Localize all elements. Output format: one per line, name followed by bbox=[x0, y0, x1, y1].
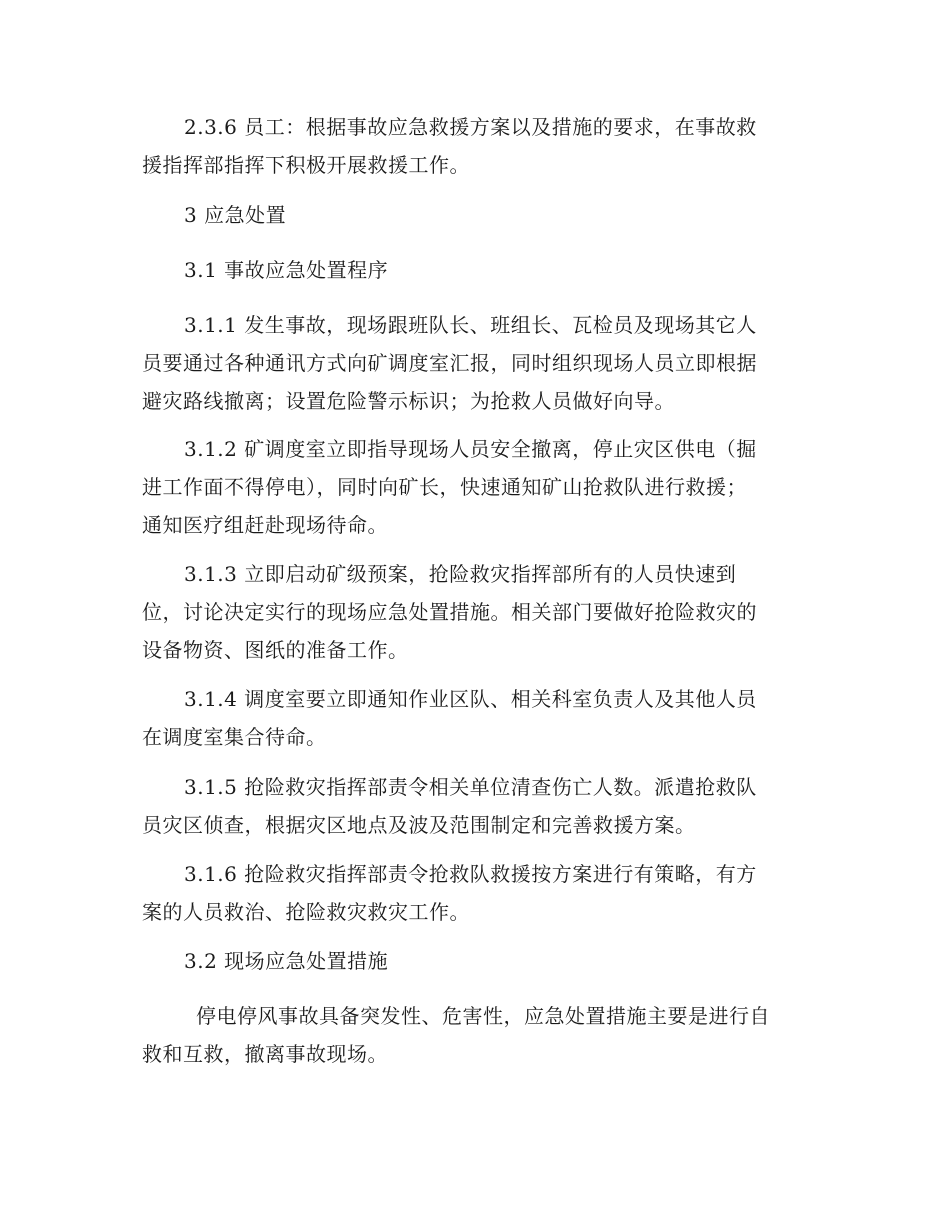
paragraph-line: 停电停风事故具备突发性、危害性，应急处置措施主要是进行自 bbox=[196, 1004, 770, 1028]
paragraph-line: 设备物资、图纸的准备工作。 bbox=[142, 638, 409, 662]
heading-line: 3 应急处置 bbox=[184, 203, 287, 227]
paragraph-line: 案的人员救治、抢险救灾救灾工作。 bbox=[142, 900, 470, 924]
paragraph-line: 在调度室集合待命。 bbox=[142, 725, 327, 749]
paragraph-2-3-6 bbox=[142, 108, 802, 184]
paragraph-3-1-1 bbox=[142, 306, 802, 420]
paragraph-line: 2.3.6 员工：根据事故应急救援方案以及措施的要求，在事故救 bbox=[184, 115, 757, 139]
paragraph-line: 员要通过各种通讯方式向矿调度室汇报，同时组织现场人员立即根据 bbox=[142, 351, 757, 375]
paragraph-line: 3.1.3 立即启动矿级预案，抢险救灾指挥部所有的人员快速到 bbox=[184, 562, 737, 586]
paragraph-3-1-2 bbox=[142, 430, 802, 544]
paragraph-line: 避灾路线撤离；设置危险警示标识；为抢救人员做好向导。 bbox=[142, 389, 675, 413]
paragraph-line: 3.1.4 调度室要立即通知作业区队、相关科室负责人及其他人员 bbox=[184, 687, 757, 711]
paragraph-line: 进工作面不得停电），同时向矿长，快速通知矿山抢救队进行救援； bbox=[142, 475, 747, 499]
paragraph-line: 救和互救，撤离事故现场。 bbox=[142, 1042, 388, 1066]
paragraph-line: 3.1.6 抢险救灾指挥部责令抢救队救援按方案进行有策略，有方 bbox=[184, 862, 757, 886]
paragraph-3-2-body bbox=[142, 997, 802, 1073]
section-heading-3 bbox=[142, 196, 802, 234]
paragraph-3-1-5 bbox=[142, 768, 802, 844]
paragraph-3-1-3 bbox=[142, 555, 802, 669]
paragraph-line: 通知医疗组赶赴现场待命。 bbox=[142, 513, 388, 537]
paragraph-3-1-4 bbox=[142, 680, 802, 756]
heading-line: 3.2 现场应急处置措施 bbox=[184, 949, 389, 973]
heading-line: 3.1 事故应急处置程序 bbox=[184, 258, 389, 282]
section-heading-3-2 bbox=[142, 942, 802, 980]
section-heading-3-1 bbox=[142, 251, 802, 289]
paragraph-line: 3.1.5 抢险救灾指挥部责令相关单位清查伤亡人数。派遣抢救队 bbox=[184, 775, 757, 799]
paragraph-3-1-6 bbox=[142, 855, 802, 931]
paragraph-line: 位，讨论决定实行的现场应急处置措施。相关部门要做好抢险救灾的 bbox=[142, 600, 757, 624]
paragraph-line: 援指挥部指挥下积极开展救援工作。 bbox=[142, 153, 470, 177]
paragraph-line: 3.1.1 发生事故，现场跟班队长、班组长、瓦检员及现场其它人 bbox=[184, 313, 757, 337]
paragraph-line: 员灾区侦查，根据灾区地点及波及范围制定和完善救援方案。 bbox=[142, 813, 696, 837]
paragraph-line: 3.1.2 矿调度室立即指导现场人员安全撤离，停止灾区供电（掘 bbox=[184, 437, 757, 461]
